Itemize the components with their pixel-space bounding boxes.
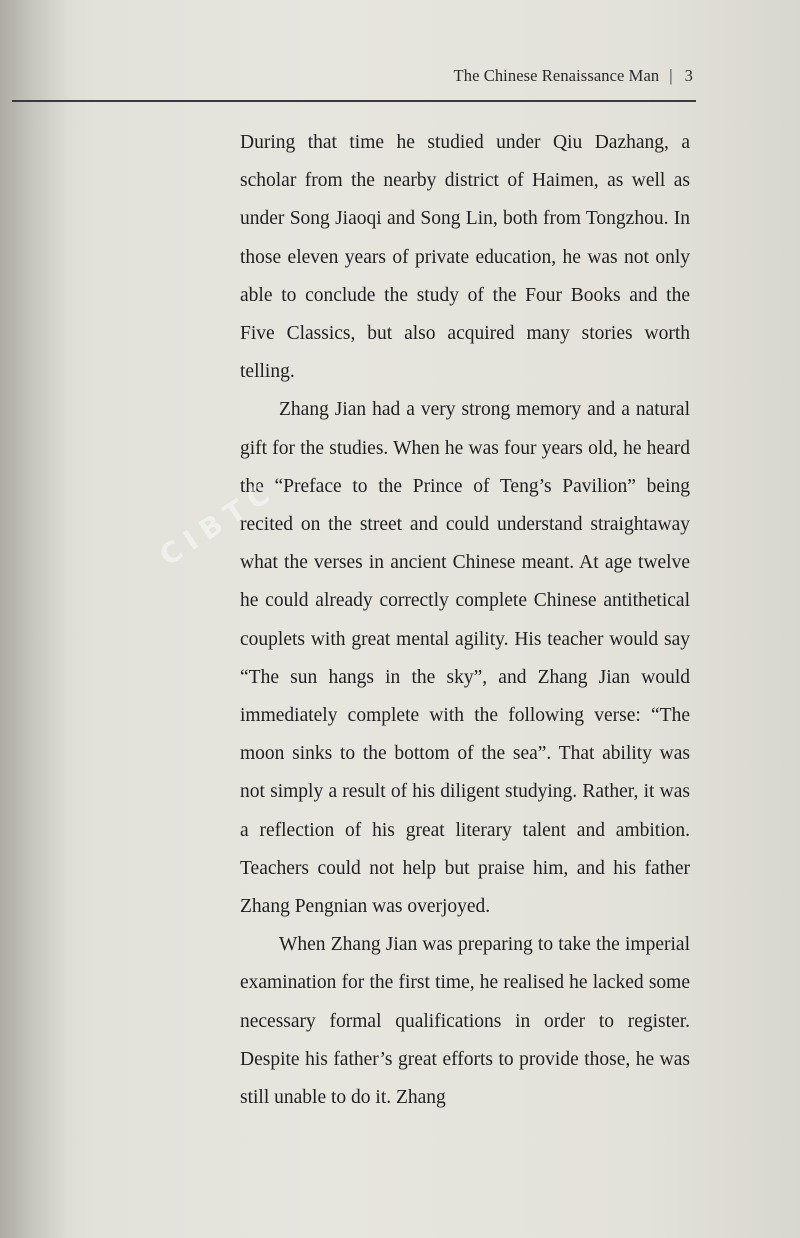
header-rule <box>12 100 696 102</box>
watermark: CIBTC <box>153 472 283 573</box>
page-gutter-shadow <box>0 0 70 1238</box>
paragraph-2: Zhang Jian had a very strong memory and a natural gift for the studies. When he was four years old, he heard the “Preface to the Prince of Teng’s Pavilion” being recited on the street and could understand straightaway what the verses in ancient Chinese meant. At age twelve he could already correctly complete Chinese antithetical couplets with great mental agility. His teacher would say “The sun hangs in the sky”, and Zhang Jian would immediately complete with the following verse: “The moon sinks to the bottom of the sea”. That ability was not simply a result of his diligent studying. Rather, it was a reflection of his great literary talent and ambition. Teachers could not help but praise him, and his father Zhang Pengnian was overjoyed. <box>240 399 690 918</box>
page-number: 3 <box>684 66 693 85</box>
body-text <box>240 124 690 1117</box>
running-header-separator: | <box>669 66 673 85</box>
paragraph-3: When Zhang Jian was preparing to take the imperial examination for the first time, he realised he lacked some necessary formal qualifications in order to register. Despite his father’s great efforts to provide those, he was still unable to do it. Zhang <box>240 934 690 1109</box>
running-header-title: The Chinese Renaissance Man <box>453 66 660 85</box>
running-header <box>300 66 693 86</box>
paragraph-1: During that time he studied under Qiu Dazhang, a scholar from the nearby district of Haimen, as well as under Song Jiaoqi and Song Lin, both from Tongzhou. In those eleven years of private education, he was not only able to conclude the study of the Four Books and the Five Classics, but also acquired many stories worth telling. <box>240 132 690 383</box>
